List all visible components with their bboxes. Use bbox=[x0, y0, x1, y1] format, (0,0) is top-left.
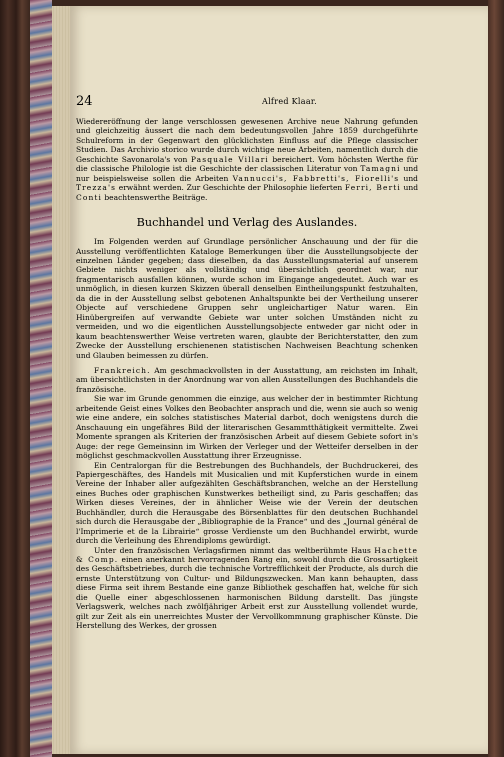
section-heading: Buchhandel und Verlag des Auslandes. bbox=[136, 216, 358, 230]
intro-text-3: und nur beispielsweise sollen die Arbeiten bbox=[76, 164, 418, 183]
paragraph-3: Sie war im Grunde genommen die einzige, aus welcher der in bestimmter Richtung arbeitende Geist eines Volkes den Beobachter ansprach und die, wenn sie auch so wenig wie eine andere, ein solches statistisches Material darbot, doch wenigstens durch die Anschauung ein ungefähres Bild der literarischen Gesammtthätigkeit vermittelte. Zwei Momente sprangen als Kriterien der französischen Arbeit auf diesem Gebiete sofort in's Auge: der rege Gemeinsinn im Wirken der Verleger und der Wetteifer derselben in der möglichst geschmackvollen Ausstattung ihrer Erzeugnisse. bbox=[76, 394, 418, 461]
book-binding bbox=[488, 0, 504, 757]
intro-text-2: bereichert. Vom höchsten Werthe für die classische Philologie ist die Geschichte der classischen Literatur von bbox=[76, 154, 418, 174]
page-content bbox=[76, 117, 418, 631]
name-villari: Pasquale Villari bbox=[190, 154, 269, 164]
paragraph-1: Im Folgenden werden auf Grundlage persönlicher Anschauung und der für die Ausstellung veröffentlichten Kataloge Bemerkungen über die Ausstellungsobjecte der einzelnen Länder gegeben; dass dieselben, da das Ausstellungsmaterial auf unserem Gebiete nichts weniger als vollständig und übersichtlich geordnet war, nur fragmentarisch ausfallen können, wurde schon im Eingange angedeutet. Auch war es unmöglich, in diesen kurzen Skizzen überall denselben Eintheilungspunkt festzuhalten, da die in der Ausstellung selbst gebotenen Anhaltspunkte bei der Vertheilung unserer Objecte auf verschiedene Gruppen sehr ungleichartiger Natur waren. Ein Hinübergreifen auf verwandte Gebiete war unter solchen Umständen nicht zu vermeiden, und wo die eigentlichen Ausstellungsobjecte entweder gar nicht oder in kaum beachtenswerther Weise vertreten waren, glaubte der Berichterstatter, den zum Zwecke der Ausstellung erschienenen statistischen Nachweisen Beachtung schenken und Glauben beimessen zu dürfen. bbox=[76, 237, 418, 360]
page-number: 24 bbox=[76, 94, 93, 109]
paragraph-2 bbox=[76, 366, 418, 394]
page-stack-edge bbox=[52, 6, 72, 754]
name-tamagni: Tamagni bbox=[360, 164, 401, 174]
page-header bbox=[76, 94, 418, 110]
intro-text-6: und bbox=[400, 183, 418, 193]
paragraph-5-text-b: einen anerkannt hervorragenden Rang ein, sowohl durch die Grossartigkeit des Geschäftsbetriebes, durch die technische Vortrefflichkeit der Producte, als durch die ernste Unterstützung von Cultur- und Bildungszwecken. Man kann behaupten, dass diese Firma seit ihrem Bestande eine ganze Bibliothek geschaffen hat, welche für sich die Quelle einer abgeschlossenen harmonischen Bildung darstellt. Das jüngste Verlagswerk, welches nach zwölfjähriger Arbeit erst zur Ausstellung vollendet wurde, gilt zur Zeit als ein unerreichtes Muster der Vervollkommnung graphischer Künste. Die Herstellung des Werkes, der grossen bbox=[76, 555, 419, 631]
name-hachette: Hachette & Comp. bbox=[76, 545, 418, 565]
running-head: Alfred Klaar. bbox=[262, 97, 317, 106]
name-vannucci: Vannucci's, Fabbretti's, Fiorelli's bbox=[232, 173, 400, 183]
paragraph-4: Ein Centralorgan für die Bestrebungen des Buchhandels, der Buchdruckerei, des Papiergeschäftes, des Handels mit Musicalien und mit Kupferstichen wurde in einem Vereine der Inhaber aller aufgezählten Geschäftsbranchen, welche an der Herstellung eines Buches oder graphischen Kunstwerkes betheiligt sind, zu Paris geschaffen; das Wirken dieses Vereines, der in ähnlicher Weise wie der Verein der deutschen Buchhändler, durch die Herausgabe des Börsenblattes für den deutschen Buchhandel sich durch die Herausgabe der „Bibliographie de la France“ und des „Journal général de l'Imprimerie et de la Librairie“ grosse Verdienste um den Buchhandel erwirbt, wurde durch die Verleihung des Ehrendiploms gewürdigt. bbox=[76, 460, 418, 546]
intro-text-4: und bbox=[399, 173, 418, 183]
paragraph-5 bbox=[76, 546, 418, 631]
name-trezza: Trezza's bbox=[76, 183, 117, 193]
country-frankreich: Frankreich. bbox=[94, 365, 151, 375]
intro-text-1: Wiedereröffnung der lange verschlossen gewesenen Archive neue Nahrung gefunden und gleichzeitig äussert die nach dem bedeutungsvollen Jahre 1859 durchgeführte Schulreform in der Gegenwart den glücklichsten Einfluss auf die Pflege classischer Studien. Das Archivio storico wurde durch wichtige neue Arbeiten, namentlich durch die Geschichte Savonarola's von bbox=[76, 117, 418, 164]
paragraph-2-text: Am geschmackvollsten in der Ausstattung, am reichsten im Inhalt, am übersichtlichsten in der Anordnung war von allen Ausstellungen des Buchhandels die französische. bbox=[76, 365, 418, 394]
intro-paragraph bbox=[76, 117, 418, 202]
intro-text-5: erwähnt werden. Zur Geschichte der Philosophie lieferten bbox=[116, 183, 345, 193]
name-conti: Conti bbox=[76, 192, 102, 202]
intro-text-7: beachtenswerthe Beiträge. bbox=[102, 192, 208, 202]
paragraph-5-text-a: Unter den französischen Verlagsfirmen nimmt das weltberühmte Haus bbox=[94, 545, 375, 555]
marbled-edge bbox=[30, 0, 52, 757]
name-ferri: Ferri, Berti bbox=[344, 183, 401, 193]
